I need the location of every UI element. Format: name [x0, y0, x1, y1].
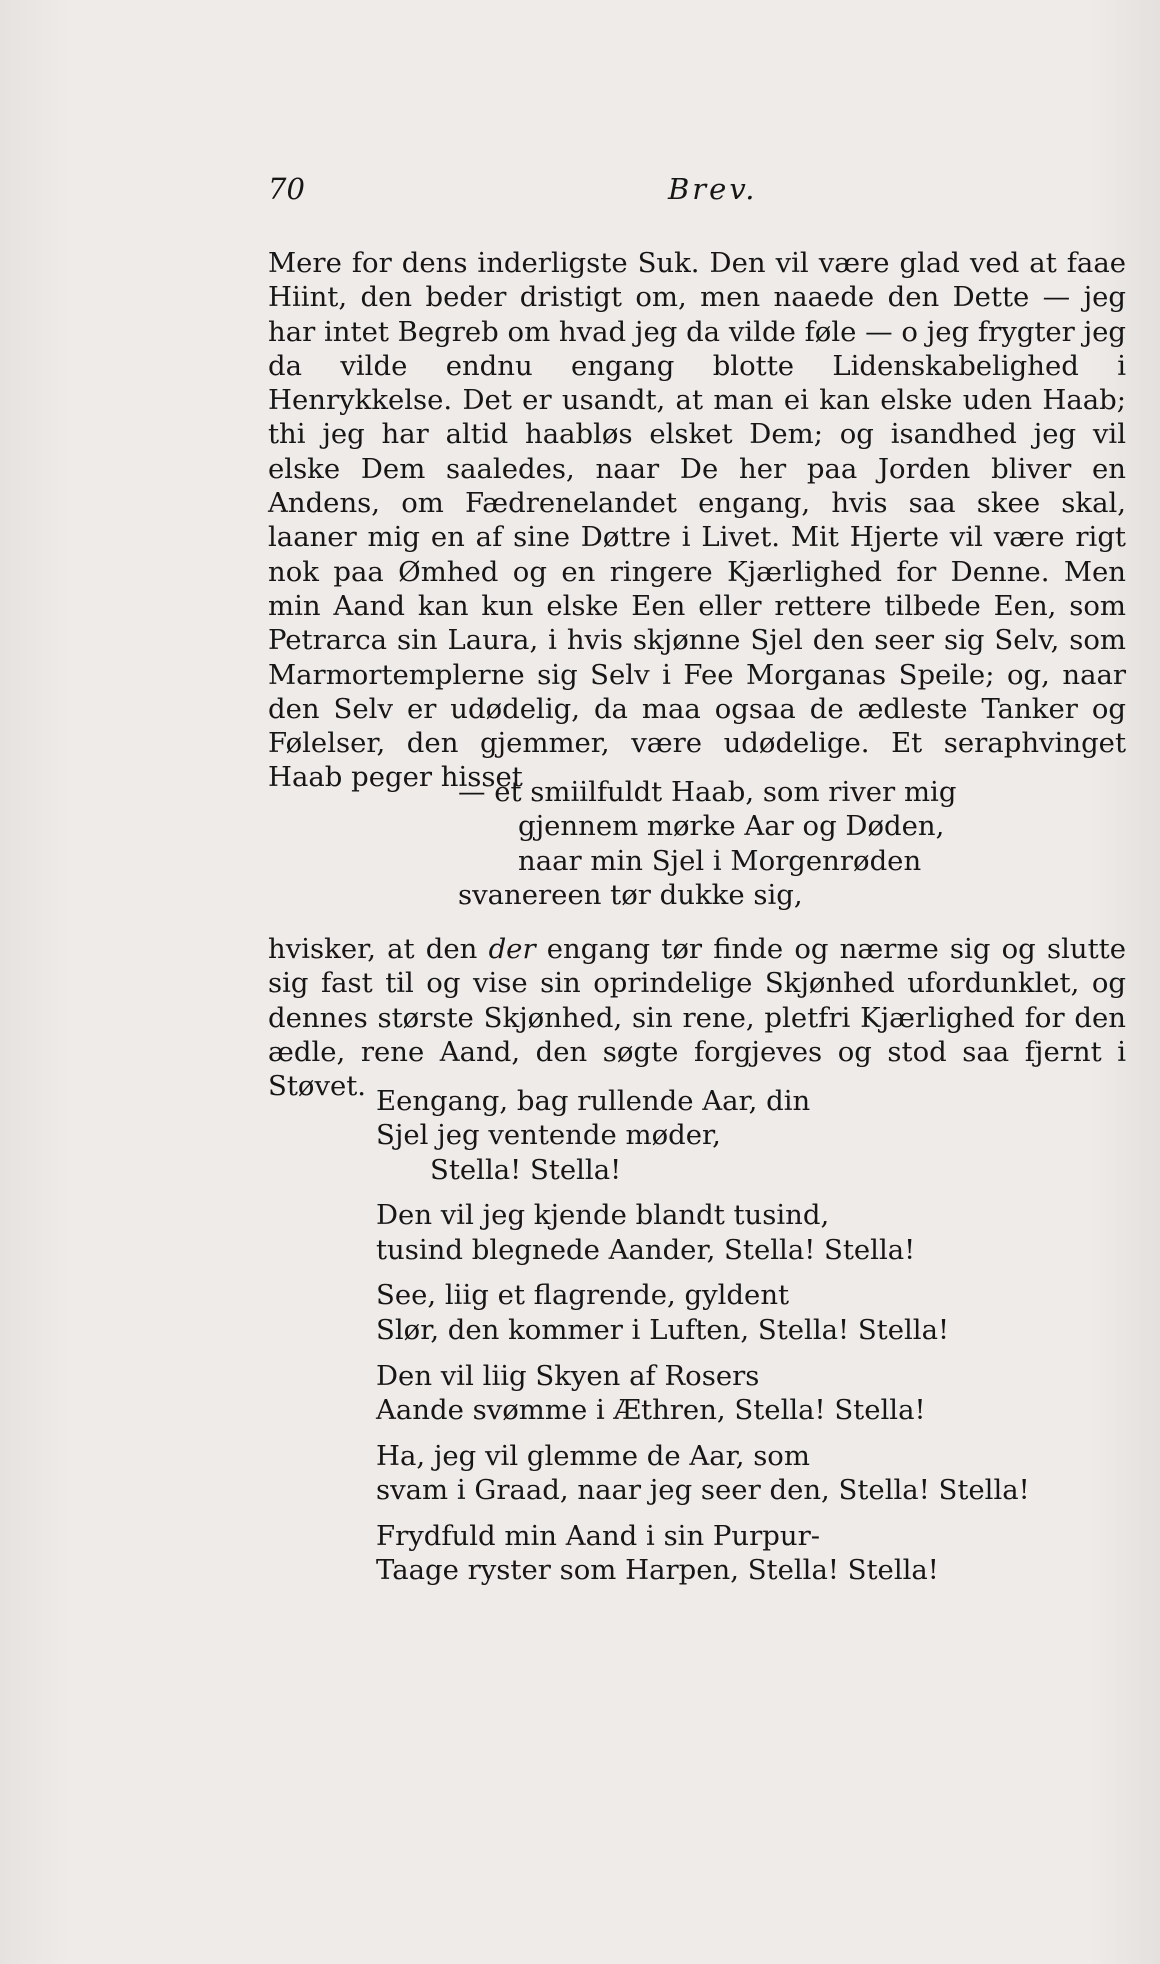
- poem-line: tusind blegnede Aander, Stella! Stella!: [376, 1233, 916, 1266]
- poem-line: svam i Graad, naar jeg seer den, Stella! Stella!: [376, 1473, 1030, 1506]
- page-number: 70: [268, 172, 305, 206]
- quoted-verse: [458, 775, 956, 912]
- poem-line: Aande svømme i Æthren, Stella! Stella!: [376, 1393, 926, 1426]
- quote-line-1: — et smiilfuldt Haab, som river mig: [458, 776, 957, 808]
- poem-refrain: Stella! Stella!: [430, 1153, 622, 1186]
- poem-line: Eengang, bag rullende Aar, din: [376, 1085, 811, 1117]
- poem-line: Taage ryster som Harpen, Stella! Stella!: [376, 1554, 939, 1587]
- quote-line-2: gjennem mørke Aar og Døden,: [518, 810, 945, 843]
- paragraph-1: Mere for dens inderligste Suk. Den vil være glad ved at faae Hiint, den beder dristigt om, men naaede den Dette — jeg har intet Begreb om hvad jeg da vilde føle — o jeg frygter jeg da vilde endnu engang blotte Lidenskabelighed i Henrykkelse. Det er usandt, at man ei kan elske uden Haab; thi jeg har altid haabløs elsket Dem; og isandhed jeg vil elske Dem saaledes, naar De her paa Jorden bliver en Andens, om Fædrenelandet engang, hvis saa skee skal, laaner mig en af sine Døttre i Livet. Mit Hjerte vil være rigt nok paa Ømhed og en ringere Kjærlighed for Denne. Men min Aand kan kun elske Een eller rettere tilbede Een, som Petrarca sin Laura, i hvis skjønne Sjel den seer sig Selv, som Marmortemplerne sig Selv i Fee Morganas Speile; og, naar den Selv er udødelig, da maa ogsaa de ædleste Tanker og Følelser, den gjemmer, være udødelige. Et seraphvinget Haab peger hisset: [268, 247, 1126, 794]
- page-header: [268, 172, 1126, 212]
- paragraph-2: [268, 932, 1126, 1103]
- paragraph-2-start: hvisker, at den: [268, 933, 489, 965]
- quote-line-4: svanereen tør dukke sig,: [458, 878, 803, 911]
- poem-stanza-2: [376, 1198, 1030, 1267]
- poem-line: Sjel jeg ventende møder,: [376, 1119, 721, 1152]
- poem-line: Frydfuld min Aand i sin Purpur-: [376, 1519, 821, 1552]
- poem-line: Ha, jeg vil glemme de Aar, som: [376, 1439, 810, 1472]
- stella-poem: [376, 1084, 1030, 1599]
- poem-line: See, liig et flagrende, gyldent: [376, 1279, 790, 1312]
- poem-stanza-5: [376, 1439, 1030, 1508]
- paragraph-2-end: engang tør finde og nærme sig og slutte sig fast til og vise sin oprindelige Skjønhed ufordunklet, og dennes største Skjønhed, sin rene, pletfri Kjærlighed for den ædle, rene Aand, den søgte forgjeves og stod saa fjernt i Støvet.: [268, 933, 1126, 1103]
- poem-stanza-6: [376, 1519, 1030, 1588]
- poem-stanza-1: [376, 1084, 1030, 1187]
- poem-line: Den vil jeg kjende blandt tusind,: [376, 1199, 830, 1232]
- running-title: Brev.: [668, 172, 758, 206]
- quote-line-3: naar min Sjel i Morgenrøden: [518, 844, 922, 877]
- poem-stanza-3: [376, 1278, 1030, 1347]
- poem-line: Den vil liig Skyen af Rosers: [376, 1359, 760, 1392]
- poem-stanza-4: [376, 1359, 1030, 1428]
- paragraph-2-emphasis: der: [488, 933, 536, 965]
- poem-line: Slør, den kommer i Luften, Stella! Stella!: [376, 1313, 950, 1346]
